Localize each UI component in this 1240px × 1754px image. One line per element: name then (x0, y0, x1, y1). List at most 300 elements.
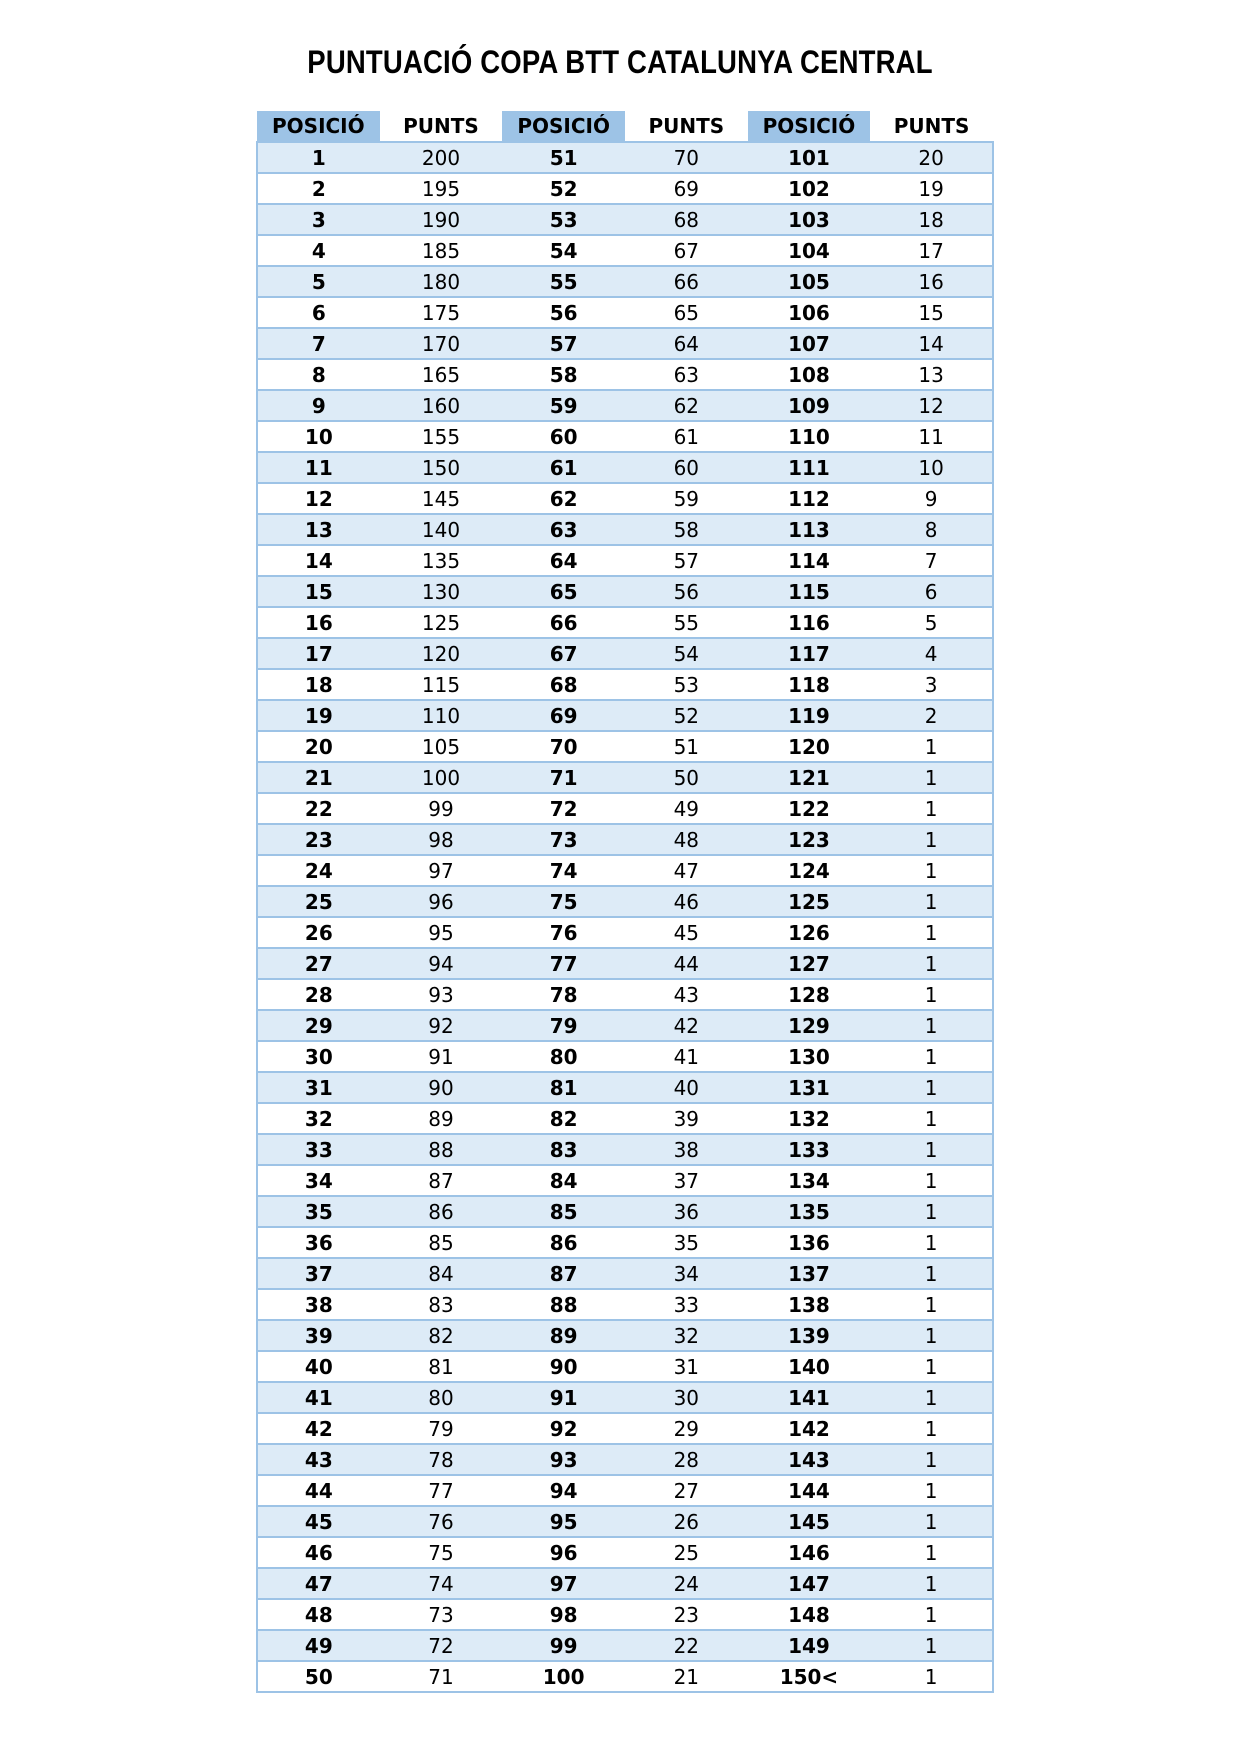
table-row (257, 328, 993, 359)
points-cell: 14 (870, 328, 993, 359)
position-cell: 35 (257, 1196, 380, 1227)
table-row (257, 204, 993, 235)
position-cell: 68 (502, 669, 625, 700)
position-cell: 104 (748, 235, 871, 266)
position-cell: 73 (502, 824, 625, 855)
points-cell: 31 (625, 1351, 748, 1382)
table-row (257, 1568, 993, 1599)
points-cell: 16 (870, 266, 993, 297)
position-cell: 81 (502, 1072, 625, 1103)
position-cell: 150< (748, 1661, 871, 1692)
points-cell: 21 (625, 1661, 748, 1692)
position-cell: 120 (748, 731, 871, 762)
position-cell: 134 (748, 1165, 871, 1196)
points-cell: 96 (380, 886, 503, 917)
points-cell: 1 (870, 917, 993, 948)
position-cell: 25 (257, 886, 380, 917)
position-cell: 78 (502, 979, 625, 1010)
points-cell: 72 (380, 1630, 503, 1661)
points-cell: 1 (870, 1041, 993, 1072)
position-cell: 126 (748, 917, 871, 948)
position-cell: 147 (748, 1568, 871, 1599)
position-cell: 37 (257, 1258, 380, 1289)
position-cell: 62 (502, 483, 625, 514)
position-cell: 43 (257, 1444, 380, 1475)
position-cell: 99 (502, 1630, 625, 1661)
position-cell: 54 (502, 235, 625, 266)
position-cell: 142 (748, 1413, 871, 1444)
points-cell: 1 (870, 1258, 993, 1289)
position-cell: 27 (257, 948, 380, 979)
points-cell: 19 (870, 173, 993, 204)
position-cell: 113 (748, 514, 871, 545)
points-cell: 97 (380, 855, 503, 886)
points-cell: 1 (870, 1289, 993, 1320)
position-cell: 15 (257, 576, 380, 607)
points-cell: 61 (625, 421, 748, 452)
points-cell: 1 (870, 1103, 993, 1134)
table-row (257, 824, 993, 855)
points-cell: 58 (625, 514, 748, 545)
table-row (257, 1475, 993, 1506)
position-cell: 148 (748, 1599, 871, 1630)
position-cell: 32 (257, 1103, 380, 1134)
points-cell: 5 (870, 607, 993, 638)
header-position-2: POSICIÓ (502, 111, 625, 142)
position-cell: 23 (257, 824, 380, 855)
points-cell: 71 (380, 1661, 503, 1692)
position-cell: 16 (257, 607, 380, 638)
points-cell: 81 (380, 1351, 503, 1382)
points-cell: 27 (625, 1475, 748, 1506)
table-row (257, 1537, 993, 1568)
table-row (257, 142, 993, 173)
points-cell: 8 (870, 514, 993, 545)
points-cell: 20 (870, 142, 993, 173)
points-cell: 28 (625, 1444, 748, 1475)
points-cell: 1 (870, 1072, 993, 1103)
points-cell: 34 (625, 1258, 748, 1289)
points-cell: 92 (380, 1010, 503, 1041)
position-cell: 14 (257, 545, 380, 576)
table-body (257, 142, 993, 1692)
points-cell: 145 (380, 483, 503, 514)
table-row (257, 421, 993, 452)
table-row (257, 917, 993, 948)
position-cell: 102 (748, 173, 871, 204)
position-cell: 143 (748, 1444, 871, 1475)
position-cell: 94 (502, 1475, 625, 1506)
points-cell: 115 (380, 669, 503, 700)
position-cell: 86 (502, 1227, 625, 1258)
position-cell: 98 (502, 1599, 625, 1630)
points-cell: 59 (625, 483, 748, 514)
position-cell: 103 (748, 204, 871, 235)
points-cell: 62 (625, 390, 748, 421)
points-cell: 55 (625, 607, 748, 638)
points-cell: 51 (625, 731, 748, 762)
position-cell: 22 (257, 793, 380, 824)
table-row (257, 700, 993, 731)
position-cell: 117 (748, 638, 871, 669)
position-cell: 115 (748, 576, 871, 607)
position-cell: 71 (502, 762, 625, 793)
points-cell: 17 (870, 235, 993, 266)
header-points-3: PUNTS (870, 111, 993, 142)
position-cell: 19 (257, 700, 380, 731)
position-cell: 5 (257, 266, 380, 297)
table-row (257, 266, 993, 297)
position-cell: 118 (748, 669, 871, 700)
table-row (257, 669, 993, 700)
points-cell: 39 (625, 1103, 748, 1134)
position-cell: 83 (502, 1134, 625, 1165)
header-position-3: POSICIÓ (748, 111, 871, 142)
position-cell: 107 (748, 328, 871, 359)
position-cell: 7 (257, 328, 380, 359)
points-cell: 1 (870, 1320, 993, 1351)
points-cell: 93 (380, 979, 503, 1010)
position-cell: 9 (257, 390, 380, 421)
table-row (257, 1196, 993, 1227)
points-cell: 1 (870, 1661, 993, 1692)
points-cell: 2 (870, 700, 993, 731)
table-row (257, 452, 993, 483)
page-title: PUNTUACIÓ COPA BTT CATALUNYA CENTRAL (307, 44, 933, 80)
position-cell: 108 (748, 359, 871, 390)
table-row (257, 1382, 993, 1413)
points-cell: 99 (380, 793, 503, 824)
points-cell: 88 (380, 1134, 503, 1165)
points-cell: 1 (870, 731, 993, 762)
points-cell: 120 (380, 638, 503, 669)
position-cell: 57 (502, 328, 625, 359)
points-cell: 1 (870, 979, 993, 1010)
position-cell: 49 (257, 1630, 380, 1661)
table-row (257, 1258, 993, 1289)
points-cell: 1 (870, 1413, 993, 1444)
position-cell: 72 (502, 793, 625, 824)
points-cell: 56 (625, 576, 748, 607)
points-cell: 1 (870, 948, 993, 979)
table-row (257, 1227, 993, 1258)
points-cell: 1 (870, 824, 993, 855)
position-cell: 137 (748, 1258, 871, 1289)
position-cell: 60 (502, 421, 625, 452)
points-cell: 64 (625, 328, 748, 359)
points-cell: 150 (380, 452, 503, 483)
points-cell: 65 (625, 297, 748, 328)
position-cell: 1 (257, 142, 380, 173)
points-cell: 73 (380, 1599, 503, 1630)
points-cell: 25 (625, 1537, 748, 1568)
points-cell: 1 (870, 1537, 993, 1568)
table-header-row (257, 111, 993, 142)
table-row (257, 607, 993, 638)
points-cell: 42 (625, 1010, 748, 1041)
points-cell: 1 (870, 1630, 993, 1661)
position-cell: 76 (502, 917, 625, 948)
position-cell: 69 (502, 700, 625, 731)
points-cell: 1 (870, 1382, 993, 1413)
position-cell: 135 (748, 1196, 871, 1227)
points-cell: 90 (380, 1072, 503, 1103)
position-cell: 144 (748, 1475, 871, 1506)
points-cell: 43 (625, 979, 748, 1010)
position-cell: 30 (257, 1041, 380, 1072)
position-cell: 123 (748, 824, 871, 855)
points-cell: 110 (380, 700, 503, 731)
position-cell: 129 (748, 1010, 871, 1041)
position-cell: 42 (257, 1413, 380, 1444)
table-row (257, 297, 993, 328)
points-cell: 44 (625, 948, 748, 979)
points-cell: 140 (380, 514, 503, 545)
position-cell: 18 (257, 669, 380, 700)
position-cell: 140 (748, 1351, 871, 1382)
position-cell: 96 (502, 1537, 625, 1568)
table-row (257, 855, 993, 886)
points-cell: 45 (625, 917, 748, 948)
points-cell: 85 (380, 1227, 503, 1258)
points-cell: 48 (625, 824, 748, 855)
points-cell: 75 (380, 1537, 503, 1568)
points-cell: 195 (380, 173, 503, 204)
table-row (257, 359, 993, 390)
position-cell: 6 (257, 297, 380, 328)
points-cell: 41 (625, 1041, 748, 1072)
position-cell: 132 (748, 1103, 871, 1134)
points-cell: 24 (625, 1568, 748, 1599)
points-cell: 54 (625, 638, 748, 669)
points-cell: 87 (380, 1165, 503, 1196)
table-row (257, 576, 993, 607)
position-cell: 127 (748, 948, 871, 979)
points-cell: 74 (380, 1568, 503, 1599)
position-cell: 17 (257, 638, 380, 669)
points-cell: 13 (870, 359, 993, 390)
position-cell: 13 (257, 514, 380, 545)
table-row (257, 235, 993, 266)
points-cell: 36 (625, 1196, 748, 1227)
points-cell: 86 (380, 1196, 503, 1227)
position-cell: 8 (257, 359, 380, 390)
points-cell: 60 (625, 452, 748, 483)
points-cell: 1 (870, 1599, 993, 1630)
points-cell: 69 (625, 173, 748, 204)
position-cell: 119 (748, 700, 871, 731)
table-row (257, 1320, 993, 1351)
position-cell: 91 (502, 1382, 625, 1413)
position-cell: 61 (502, 452, 625, 483)
table-row (257, 1351, 993, 1382)
points-cell: 38 (625, 1134, 748, 1165)
points-cell: 78 (380, 1444, 503, 1475)
position-cell: 145 (748, 1506, 871, 1537)
points-cell: 1 (870, 1010, 993, 1041)
position-cell: 56 (502, 297, 625, 328)
points-cell: 1 (870, 1351, 993, 1382)
points-cell: 80 (380, 1382, 503, 1413)
points-cell: 1 (870, 855, 993, 886)
points-cell: 200 (380, 142, 503, 173)
table-row (257, 1630, 993, 1661)
points-cell: 52 (625, 700, 748, 731)
table-row (257, 1444, 993, 1475)
points-cell: 77 (380, 1475, 503, 1506)
position-cell: 70 (502, 731, 625, 762)
table-row (257, 1661, 993, 1692)
points-cell: 83 (380, 1289, 503, 1320)
table-row (257, 886, 993, 917)
table-row (257, 1134, 993, 1165)
points-cell: 165 (380, 359, 503, 390)
points-cell: 94 (380, 948, 503, 979)
points-cell: 1 (870, 793, 993, 824)
table-row (257, 1072, 993, 1103)
position-cell: 10 (257, 421, 380, 452)
position-cell: 87 (502, 1258, 625, 1289)
points-cell: 23 (625, 1599, 748, 1630)
position-cell: 93 (502, 1444, 625, 1475)
position-cell: 28 (257, 979, 380, 1010)
position-cell: 64 (502, 545, 625, 576)
position-cell: 125 (748, 886, 871, 917)
position-cell: 24 (257, 855, 380, 886)
position-cell: 105 (748, 266, 871, 297)
position-cell: 44 (257, 1475, 380, 1506)
points-cell: 10 (870, 452, 993, 483)
position-cell: 46 (257, 1537, 380, 1568)
position-cell: 53 (502, 204, 625, 235)
points-cell: 95 (380, 917, 503, 948)
points-cell: 1 (870, 1165, 993, 1196)
position-cell: 3 (257, 204, 380, 235)
position-cell: 66 (502, 607, 625, 638)
points-cell: 185 (380, 235, 503, 266)
points-cell: 190 (380, 204, 503, 235)
points-cell: 175 (380, 297, 503, 328)
position-cell: 138 (748, 1289, 871, 1320)
points-cell: 35 (625, 1227, 748, 1258)
table-row (257, 1165, 993, 1196)
position-cell: 63 (502, 514, 625, 545)
position-cell: 52 (502, 173, 625, 204)
points-cell: 1 (870, 1196, 993, 1227)
points-cell: 12 (870, 390, 993, 421)
table-row (257, 1010, 993, 1041)
table-row (257, 545, 993, 576)
points-cell: 46 (625, 886, 748, 917)
table-row (257, 1413, 993, 1444)
position-cell: 100 (502, 1661, 625, 1692)
position-cell: 21 (257, 762, 380, 793)
position-cell: 121 (748, 762, 871, 793)
points-cell: 47 (625, 855, 748, 886)
points-cell: 82 (380, 1320, 503, 1351)
position-cell: 89 (502, 1320, 625, 1351)
table-row (257, 173, 993, 204)
position-cell: 95 (502, 1506, 625, 1537)
position-cell: 133 (748, 1134, 871, 1165)
points-cell: 67 (625, 235, 748, 266)
position-cell: 67 (502, 638, 625, 669)
position-cell: 33 (257, 1134, 380, 1165)
position-cell: 128 (748, 979, 871, 1010)
position-cell: 26 (257, 917, 380, 948)
points-cell: 100 (380, 762, 503, 793)
position-cell: 2 (257, 173, 380, 204)
points-cell: 50 (625, 762, 748, 793)
points-cell: 1 (870, 1227, 993, 1258)
position-cell: 101 (748, 142, 871, 173)
table-row (257, 1599, 993, 1630)
position-cell: 12 (257, 483, 380, 514)
table-row (257, 514, 993, 545)
table-row (257, 793, 993, 824)
points-cell: 170 (380, 328, 503, 359)
table-row (257, 1103, 993, 1134)
table-row (257, 979, 993, 1010)
position-cell: 50 (257, 1661, 380, 1692)
position-cell: 85 (502, 1196, 625, 1227)
position-cell: 65 (502, 576, 625, 607)
position-cell: 20 (257, 731, 380, 762)
points-cell: 84 (380, 1258, 503, 1289)
position-cell: 109 (748, 390, 871, 421)
points-cell: 70 (625, 142, 748, 173)
points-cell: 1 (870, 886, 993, 917)
position-cell: 136 (748, 1227, 871, 1258)
points-cell: 37 (625, 1165, 748, 1196)
points-cell: 105 (380, 731, 503, 762)
position-cell: 4 (257, 235, 380, 266)
position-cell: 39 (257, 1320, 380, 1351)
position-cell: 80 (502, 1041, 625, 1072)
points-cell: 11 (870, 421, 993, 452)
position-cell: 149 (748, 1630, 871, 1661)
position-cell: 47 (257, 1568, 380, 1599)
position-cell: 38 (257, 1289, 380, 1320)
position-cell: 88 (502, 1289, 625, 1320)
points-cell: 68 (625, 204, 748, 235)
table-row (257, 1041, 993, 1072)
points-cell: 15 (870, 297, 993, 328)
table-row (257, 948, 993, 979)
points-cell: 1 (870, 762, 993, 793)
points-cell: 1 (870, 1134, 993, 1165)
points-cell: 3 (870, 669, 993, 700)
points-cell: 135 (380, 545, 503, 576)
points-cell: 57 (625, 545, 748, 576)
points-cell: 98 (380, 824, 503, 855)
position-cell: 29 (257, 1010, 380, 1041)
position-cell: 82 (502, 1103, 625, 1134)
position-cell: 131 (748, 1072, 871, 1103)
points-cell: 22 (625, 1630, 748, 1661)
position-cell: 79 (502, 1010, 625, 1041)
position-cell: 141 (748, 1382, 871, 1413)
table-row (257, 483, 993, 514)
position-cell: 45 (257, 1506, 380, 1537)
position-cell: 111 (748, 452, 871, 483)
points-cell: 30 (625, 1382, 748, 1413)
position-cell: 74 (502, 855, 625, 886)
points-cell: 63 (625, 359, 748, 390)
position-cell: 97 (502, 1568, 625, 1599)
table-row (257, 390, 993, 421)
position-cell: 124 (748, 855, 871, 886)
